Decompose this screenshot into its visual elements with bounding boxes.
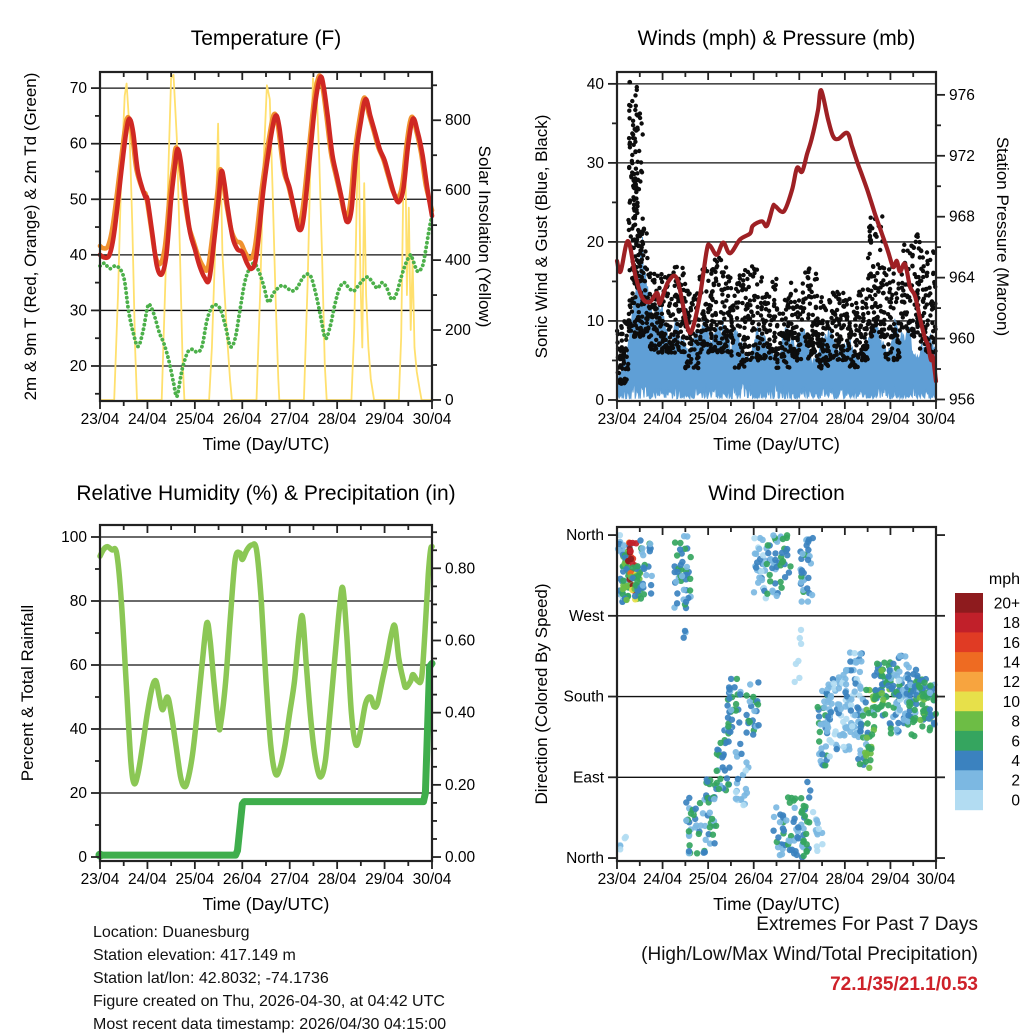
svg-text:26/04: 26/04 xyxy=(222,871,262,888)
svg-text:20: 20 xyxy=(586,233,604,251)
panel-wind-direction xyxy=(512,480,1024,920)
extremes-values: 72.1/35/21.1/0.53 xyxy=(830,974,978,995)
svg-text:20: 20 xyxy=(69,357,87,375)
svg-text:70: 70 xyxy=(69,80,87,98)
svg-text:6: 6 xyxy=(1011,733,1020,751)
svg-text:29/04: 29/04 xyxy=(871,871,910,888)
svg-text:2: 2 xyxy=(1011,772,1020,790)
svg-text:600: 600 xyxy=(445,182,471,200)
svg-text:Relative Humidity (%) & Precip: Relative Humidity (%) & Precipitation (in) xyxy=(76,482,456,505)
svg-text:10: 10 xyxy=(1002,693,1020,711)
svg-text:Direction (Colored By Speed): Direction (Colored By Speed) xyxy=(532,583,551,805)
svg-text:25/04: 25/04 xyxy=(175,871,215,888)
svg-text:Time (Day/UTC): Time (Day/UTC) xyxy=(713,894,840,914)
svg-text:Solar Insolation (Yellow): Solar Insolation (Yellow) xyxy=(475,145,494,328)
svg-text:20: 20 xyxy=(69,785,87,802)
svg-text:4: 4 xyxy=(1011,752,1020,770)
svg-text:400: 400 xyxy=(445,252,471,270)
svg-text:800: 800 xyxy=(445,112,471,130)
svg-text:0.00: 0.00 xyxy=(445,849,476,867)
speed-colorbar xyxy=(955,571,1020,810)
svg-text:23/04: 23/04 xyxy=(80,411,120,428)
svg-text:Station Pressure (Maroon): Station Pressure (Maroon) xyxy=(993,136,1012,337)
svg-text:West: West xyxy=(568,607,604,625)
svg-text:972: 972 xyxy=(949,147,975,165)
wind_direction-axes xyxy=(532,482,956,914)
svg-text:16: 16 xyxy=(1002,634,1020,652)
winds_pressure-series xyxy=(615,80,938,399)
svg-text:29/04: 29/04 xyxy=(365,411,404,428)
svg-text:14: 14 xyxy=(1002,654,1020,672)
svg-text:20+: 20+ xyxy=(993,595,1020,613)
dewpoint-2m xyxy=(100,216,432,397)
svg-text:956: 956 xyxy=(949,391,975,409)
svg-text:28/04: 28/04 xyxy=(825,411,865,428)
svg-text:0: 0 xyxy=(445,391,454,409)
extremes-subtitle: (High/Low/Max Wind/Total Precipitation) xyxy=(641,944,978,965)
svg-text:40: 40 xyxy=(69,721,87,738)
svg-text:0.60: 0.60 xyxy=(445,632,476,650)
wind-gust xyxy=(615,80,938,386)
extremes-title: Extremes For Past 7 Days xyxy=(756,914,978,935)
svg-text:976: 976 xyxy=(949,86,975,104)
svg-text:968: 968 xyxy=(949,208,975,226)
svg-text:26/04: 26/04 xyxy=(222,411,262,428)
svg-text:0.20: 0.20 xyxy=(445,776,476,794)
svg-text:Wind Direction: Wind Direction xyxy=(708,482,845,505)
svg-text:23/04: 23/04 xyxy=(597,871,637,888)
svg-text:South: South xyxy=(563,688,604,706)
data-timestamp: Most recent data timestamp: 2026/04/30 04:15:00 xyxy=(93,1016,447,1033)
svg-text:30/04: 30/04 xyxy=(916,871,956,888)
svg-text:8: 8 xyxy=(1011,713,1020,731)
svg-text:200: 200 xyxy=(445,322,471,340)
svg-text:mph: mph xyxy=(988,571,1020,588)
svg-text:Percent & Total Rainfall: Percent & Total Rainfall xyxy=(18,604,37,782)
station-elevation: Station elevation: 417.149 m xyxy=(93,947,296,964)
svg-text:26/04: 26/04 xyxy=(734,411,774,428)
svg-text:0: 0 xyxy=(78,849,87,866)
humidity_precip-series xyxy=(96,544,433,860)
svg-text:24/04: 24/04 xyxy=(643,411,682,428)
svg-text:964: 964 xyxy=(949,269,975,287)
svg-text:Sonic Wind & Gust (Blue, Black: Sonic Wind & Gust (Blue, Black) xyxy=(532,114,551,359)
svg-text:25/04: 25/04 xyxy=(688,411,728,428)
svg-text:Temperature (F): Temperature (F) xyxy=(190,27,342,50)
svg-text:29/04: 29/04 xyxy=(871,411,910,428)
svg-text:60: 60 xyxy=(69,135,87,153)
panel-winds-pressure xyxy=(512,0,1024,480)
svg-text:0: 0 xyxy=(595,391,604,409)
svg-text:East: East xyxy=(572,769,604,787)
temperature-series xyxy=(100,75,432,400)
svg-text:27/04: 27/04 xyxy=(270,871,310,888)
svg-text:960: 960 xyxy=(949,330,975,348)
svg-text:100: 100 xyxy=(61,529,87,546)
svg-text:40: 40 xyxy=(69,246,87,264)
svg-text:12: 12 xyxy=(1002,674,1020,692)
svg-text:40: 40 xyxy=(586,75,604,93)
svg-text:28/04: 28/04 xyxy=(825,871,865,888)
svg-text:0: 0 xyxy=(1011,792,1020,810)
svg-text:Time (Day/UTC): Time (Day/UTC) xyxy=(202,434,330,454)
svg-text:Winds (mph) & Pressure (mb): Winds (mph) & Pressure (mb) xyxy=(637,27,916,50)
svg-text:10: 10 xyxy=(586,312,604,330)
figure-created: Figure created on Thu, 2026-04-30, at 04:42 UTC xyxy=(93,993,445,1010)
svg-text:0.40: 0.40 xyxy=(445,704,476,722)
svg-text:27/04: 27/04 xyxy=(779,871,819,888)
svg-text:0.80: 0.80 xyxy=(445,560,476,578)
solar-insolation xyxy=(100,75,432,400)
extremes-block xyxy=(641,910,978,1000)
panel-temperature xyxy=(0,0,512,480)
svg-text:26/04: 26/04 xyxy=(734,871,774,888)
svg-text:28/04: 28/04 xyxy=(317,871,357,888)
station-latlon: Station lat/lon: 42.8032; -74.1736 xyxy=(93,970,329,987)
panel-humidity-precip xyxy=(0,480,512,920)
svg-text:50: 50 xyxy=(69,191,87,209)
svg-text:25/04: 25/04 xyxy=(688,871,728,888)
svg-text:24/04: 24/04 xyxy=(128,871,167,888)
svg-text:18: 18 xyxy=(1002,615,1020,633)
svg-text:30/04: 30/04 xyxy=(412,411,452,428)
svg-text:60: 60 xyxy=(69,657,87,674)
svg-text:30/04: 30/04 xyxy=(412,871,452,888)
station-location: Location: Duanesburg xyxy=(93,924,250,941)
svg-text:23/04: 23/04 xyxy=(80,871,120,888)
svg-text:80: 80 xyxy=(69,593,87,610)
svg-text:30/04: 30/04 xyxy=(916,411,956,428)
svg-text:North: North xyxy=(566,850,604,868)
svg-text:2m & 9m T (Red, Orange) & 2m T: 2m & 9m T (Red, Orange) & 2m Td (Green) xyxy=(21,72,40,401)
svg-text:North: North xyxy=(566,527,604,545)
svg-text:24/04: 24/04 xyxy=(128,411,167,428)
station-info xyxy=(93,921,446,1036)
svg-text:Time (Day/UTC): Time (Day/UTC) xyxy=(202,894,330,914)
svg-text:23/04: 23/04 xyxy=(597,411,637,428)
svg-text:Time (Day/UTC): Time (Day/UTC) xyxy=(713,434,840,454)
svg-text:27/04: 27/04 xyxy=(270,411,310,428)
svg-text:28/04: 28/04 xyxy=(317,411,357,428)
svg-text:24/04: 24/04 xyxy=(643,871,682,888)
svg-text:25/04: 25/04 xyxy=(175,411,215,428)
svg-text:30: 30 xyxy=(586,154,604,172)
svg-text:29/04: 29/04 xyxy=(365,871,404,888)
svg-text:30: 30 xyxy=(69,302,87,320)
svg-text:27/04: 27/04 xyxy=(779,411,819,428)
